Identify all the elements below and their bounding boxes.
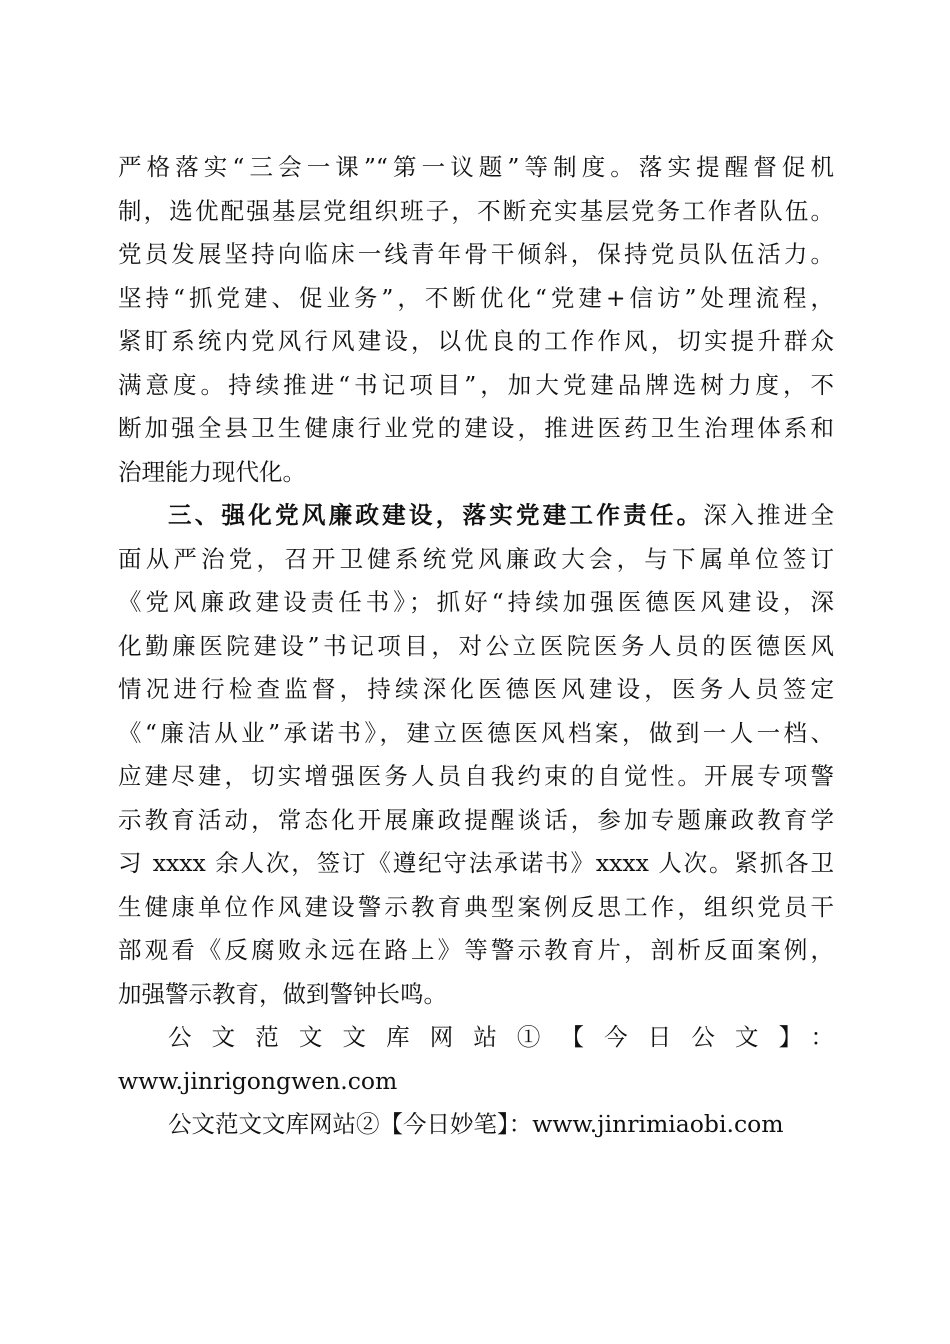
text-line: 应建尽建，切实增强医务人员自我约束的自觉性。开展专项警 (118, 762, 834, 790)
section-heading-line (118, 494, 834, 538)
text-line: 加强警示教育，做到警钟长鸣。 (118, 979, 447, 1008)
footer-site-1-url[interactable]: www.jinrigongwen.com (118, 1066, 398, 1095)
text-line: 《“廉洁从业”承诺书》，建立医德医风档案，做到一人一档、 (118, 718, 834, 747)
text-line: 制，选优配强基层党组织班子，不断充实基层党务工作者队伍。 (118, 196, 834, 225)
document-page (118, 146, 834, 1147)
footer-site-2 (118, 1103, 834, 1147)
text-line: 示教育活动，常态化开展廉政提醒谈话，参加专题廉政教育学 (118, 805, 834, 834)
text-line: 情况进行检查监督，持续深化医德医风建设，医务人员签定 (118, 675, 834, 703)
text-line: 习 xxxx 余人次，签订《遵纪守法承诺书》xxxx 人次。紧抓各卫 (118, 849, 834, 877)
text-line: 部观看《反腐败永远在路上》等警示教育片，剖析反面案例， (118, 936, 834, 964)
text-line: 《党风廉政建设责任书》；抓好“持续加强医德医风建设，深 (118, 588, 834, 616)
footer-site-2-url[interactable]: www.jinrimiaobi.com (532, 1110, 784, 1138)
text-line: 化勤廉医院建设”书记项目，对公立医院医务人员的医德医风 (118, 631, 834, 660)
footer-links (118, 1016, 834, 1147)
text-line: 严格落实“三会一课”“第一议题”等制度。落实提醒督促机 (118, 153, 834, 181)
text-line: 生健康单位作风建设警示教育典型案例反思工作，组织党员干 (118, 892, 834, 921)
section-heading: 三、强化党风廉政建设，落实党建工作责任。 (168, 501, 704, 529)
text-line: 深入推进全 (703, 501, 835, 529)
text-line: 党员发展坚持向临床一线青年骨干倾斜，保持党员队伍活力。 (118, 240, 834, 268)
text-line: 满意度。持续推进“书记项目”，加大党建品牌选树力度，不 (118, 370, 834, 399)
text-line: 面从严治党，召开卫健系统党风廉政大会，与下属单位签订 (118, 544, 834, 573)
text-line: 治理能力现代化。 (118, 457, 306, 486)
text-line: 坚持“抓党建、促业务”，不断优化“党建+信访”处理流程， (118, 283, 834, 312)
text-line: 断加强全县卫生健康行业党的建设，推进医药卫生治理体系和 (118, 414, 834, 442)
text-line: 紧盯系统内党风行风建设，以优良的工作作风，切实提升群众 (118, 327, 834, 355)
footer-site-1-label: 公文范文文库网站①【今日公文】： (168, 1023, 834, 1051)
paragraph-party-building (118, 146, 834, 494)
footer-site-2-label: 公文范文文库网站②【今日妙笔】： (168, 1110, 533, 1138)
paragraph-integrity (118, 494, 834, 1016)
